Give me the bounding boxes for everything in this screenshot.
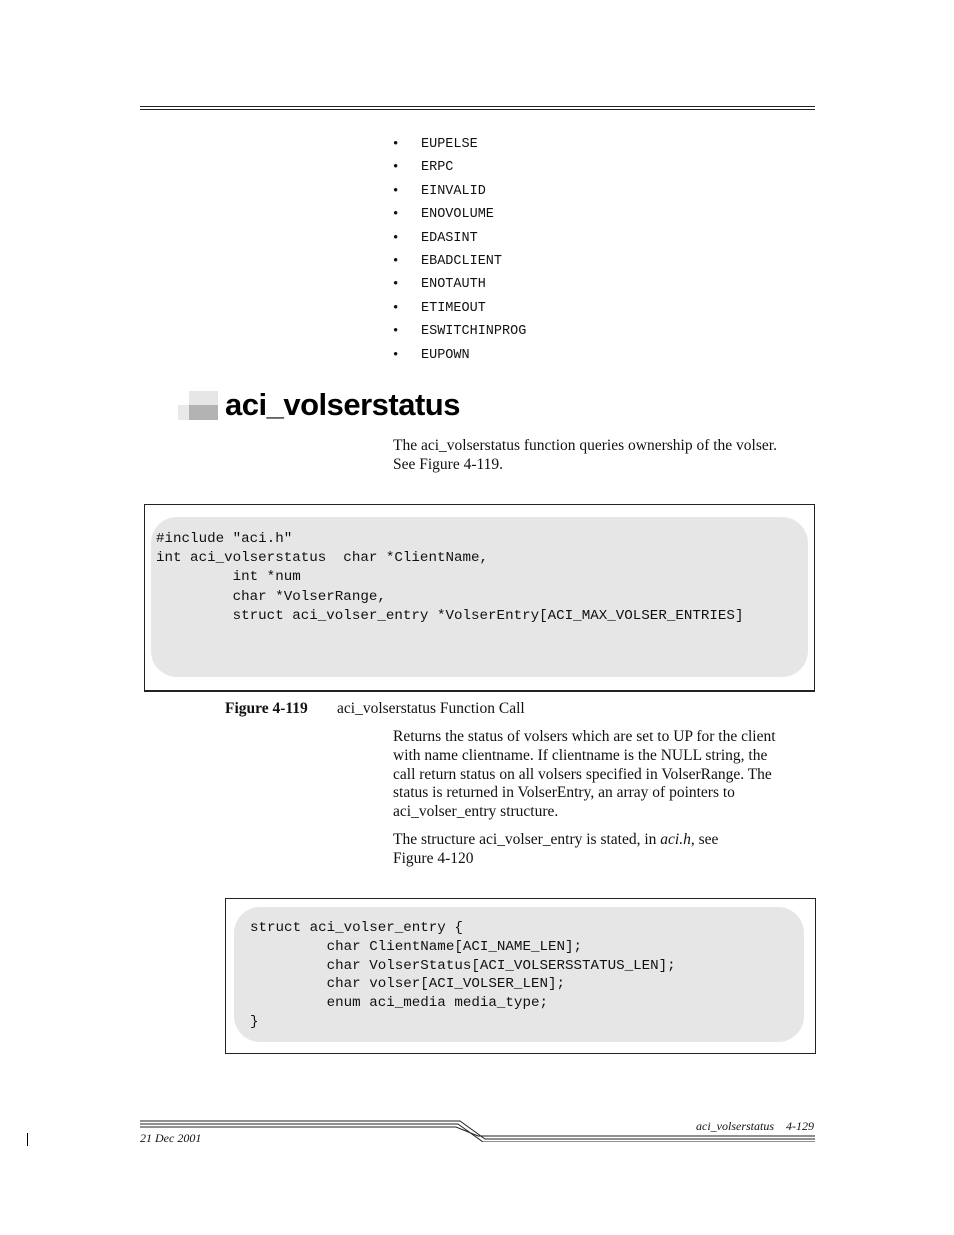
error-code: ENOTAUTH [421,277,486,293]
page-number: 4-129 [786,1119,814,1133]
error-code-item [393,320,526,343]
change-bar [27,1133,28,1146]
error-code-item [393,133,526,156]
error-code-list [393,133,526,367]
bullet-icon: • [393,206,399,223]
header-rule-top [140,106,815,107]
error-code-item [393,156,526,179]
footer-running-head [696,1119,814,1134]
error-code-item [393,203,526,226]
footer-date: 21 Dec 2001 [140,1131,202,1145]
figure-4-120-code: struct aci_volser_entry { char ClientName[ACI_NAME_LEN]; char VolserStatus[ACI_VOLSERSSTATUS_LEN]; char volser[ACI_VOLSER_LEN]; enum aci_media media_type; } [250,920,676,1030]
error-code: ENOVOLUME [421,207,494,223]
description-line: status is returned in VolserEntry, an array of pointers to [393,784,735,802]
error-code-item [393,273,526,296]
figure-4-119-code: #include "aci.h" int aci_volserstatus char *ClientName, int *num char *VolserRange, struct aci_volser_entry *VolserEntry[ACI_MAX_VOLSER_ENTRIES] [156,531,744,624]
error-code: ESWITCHINPROG [421,324,527,340]
footer-section-name: aci_volserstatus [696,1119,774,1133]
bullet-icon: • [393,323,399,340]
header-rule-bottom [140,109,815,110]
description-line: aci_volser_entry structure. [393,803,559,821]
error-code: EUPOWN [421,347,470,363]
error-code-item [393,227,526,250]
bullet-icon: • [393,299,399,316]
description-line: with name clientname. If clientname is the NULL string, the [393,746,768,764]
error-code-item [393,250,526,273]
error-code: EUPELSE [421,137,478,152]
figure-4-119-caption [225,700,525,718]
bullet-icon: • [393,182,399,199]
error-code: ETIMEOUT [421,300,486,316]
structure-paragraph [393,831,815,869]
bullet-icon: • [393,136,399,152]
error-code: EINVALID [421,183,486,199]
structure-text-prefix: The structure aci_volser_entry is stated, in [393,831,661,848]
intro-paragraph [393,437,815,475]
error-code-item [393,344,526,367]
description-line: call return status on all volsers specified in VolserRange. The [393,765,772,783]
bullet-icon: • [393,229,399,246]
bullet-icon: • [393,346,399,363]
section-heading-marker [178,391,218,420]
header-file-name: aci.h [660,831,691,848]
caption-text: aci_volserstatus Function Call [337,700,525,717]
intro-line-1: The aci_volserstatus function queries ownership of the volser. [393,437,777,454]
error-code-item [393,297,526,320]
error-code: ERPC [421,160,454,176]
error-code-item [393,180,526,203]
bullet-icon: • [393,276,399,293]
intro-line-2: See Figure 4-119. [393,455,504,473]
description-paragraph [393,728,815,822]
structure-text-suffix: , see [690,831,719,848]
caption-number: Figure 4-119 [225,700,308,717]
description-line: Returns the status of volsers which are set to UP for the client [393,728,776,745]
section-title: aci_volserstatus [225,387,460,422]
figure-reference: Figure 4-120 [393,849,474,867]
bullet-icon: • [393,159,399,176]
error-code: EDASINT [421,230,478,246]
error-code: EBADCLIENT [421,253,503,269]
bullet-icon: • [393,252,399,269]
